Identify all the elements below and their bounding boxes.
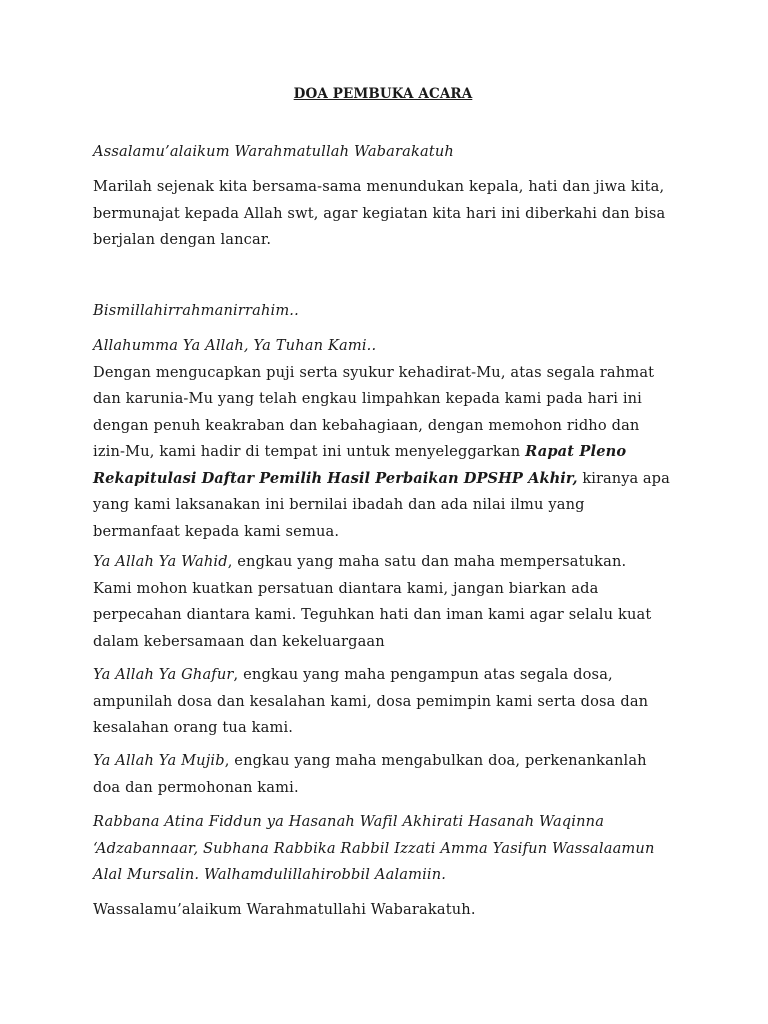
closing-greeting: Wassalamu’alaikum Warahmatullahi Wabarakatuh.: [93, 901, 476, 918]
intro-paragraph: [93, 174, 673, 254]
closing-prayer-line: Rabbana Atina Fiddun ya Hasanah Wafil Akhirati Hasanah Waqinna: [93, 813, 605, 830]
prayer-line: [93, 466, 673, 493]
prayer-text: kiranya apa: [577, 469, 670, 487]
wahid-line: perpecahan diantara kami. Teguhkan hati dan iman kami agar selalu kuat: [93, 606, 652, 623]
ghafur-line: ampunilah dosa dan kesalahan kami, dosa pemimpin kami serta dosa dan: [93, 692, 649, 710]
intro-line: bermunajat kepada Allah swt, agar kegiatan kita hari ini diberkahi dan bisa: [93, 204, 666, 222]
divine-name: Ya Allah Ya Mujib: [93, 752, 225, 769]
wahid-line: [93, 549, 673, 576]
opening-greeting: Assalamu’alaikum Warahmatullah Wabarakatuh: [93, 143, 454, 160]
ghafur-line: [93, 662, 673, 689]
event-name-emphasis: Rekapitulasi Daftar Pemilih Hasil Perbaikan DPSHP Akhir,: [93, 469, 578, 487]
event-name-emphasis: Rapat Pleno: [525, 443, 627, 460]
wahid-line: Kami mohon kuatkan persatuan diantara kami, jangan biarkan ada: [93, 579, 599, 597]
invocation-line: Allahumma Ya Allah, Ya Tuhan Kami..: [93, 337, 377, 354]
ghafur-paragraph: [93, 662, 673, 742]
bismillah-line: Bismillahirrahmanirrahim..: [93, 302, 299, 319]
ghafur-line: kesalahan orang tua kami.: [93, 719, 294, 736]
prayer-line: dan karunia-Mu yang telah engkau limpahkan kepada kami pada hari ini: [93, 390, 642, 407]
prayer-line: [93, 439, 673, 466]
wahid-paragraph: [93, 549, 673, 655]
mujib-paragraph: [93, 748, 673, 801]
prayer-line: dengan penuh keakraban dan kebahagiaan, dengan memohon ridho dan: [93, 416, 640, 434]
divine-name: Ya Allah Ya Ghafur: [93, 666, 234, 683]
intro-line: berjalan dengan lancar.: [93, 231, 272, 248]
mujib-text: , engkau yang maha mengabulkan doa, perkenankanlah: [224, 752, 647, 769]
prayer-line: bermanfaat kepada kami semua.: [93, 522, 340, 540]
closing-prayer-line: Alal Mursalin. Walhamdulillahirobbil Aalamiin.: [93, 866, 447, 883]
mujib-line: [93, 748, 673, 775]
main-prayer-paragraph: [93, 333, 673, 545]
closing-prayer-line: ‘Adzabannaar, Subhana Rabbika Rabbil Izzati Amma Yasifun Wassalaamun: [93, 839, 655, 857]
wahid-text: , engkau yang maha satu dan maha mempersatukan.: [227, 553, 627, 570]
intro-line: Marilah sejenak kita bersama-sama menundukan kepala, hati dan jiwa kita,: [93, 178, 665, 195]
divine-name: Ya Allah Ya Wahid: [93, 553, 228, 570]
wahid-line: dalam kebersamaan dan kekeluargaan: [93, 632, 385, 650]
prayer-text: izin-Mu, kami hadir di tempat ini untuk menyeleggarkan: [93, 443, 526, 460]
mujib-line: doa dan permohonan kami.: [93, 778, 299, 796]
closing-prayer-paragraph: [93, 809, 673, 889]
prayer-line: yang kami laksanakan ini bernilai ibadah dan ada nilai ilmu yang: [93, 496, 585, 513]
document-title: DOA PEMBUKA ACARA: [293, 86, 473, 102]
prayer-line: Dengan mengucapkan puji serta syukur kehadirat-Mu, atas segala rahmat: [93, 363, 655, 381]
ghafur-text: , engkau yang maha pengampun atas segala dosa,: [233, 666, 613, 683]
